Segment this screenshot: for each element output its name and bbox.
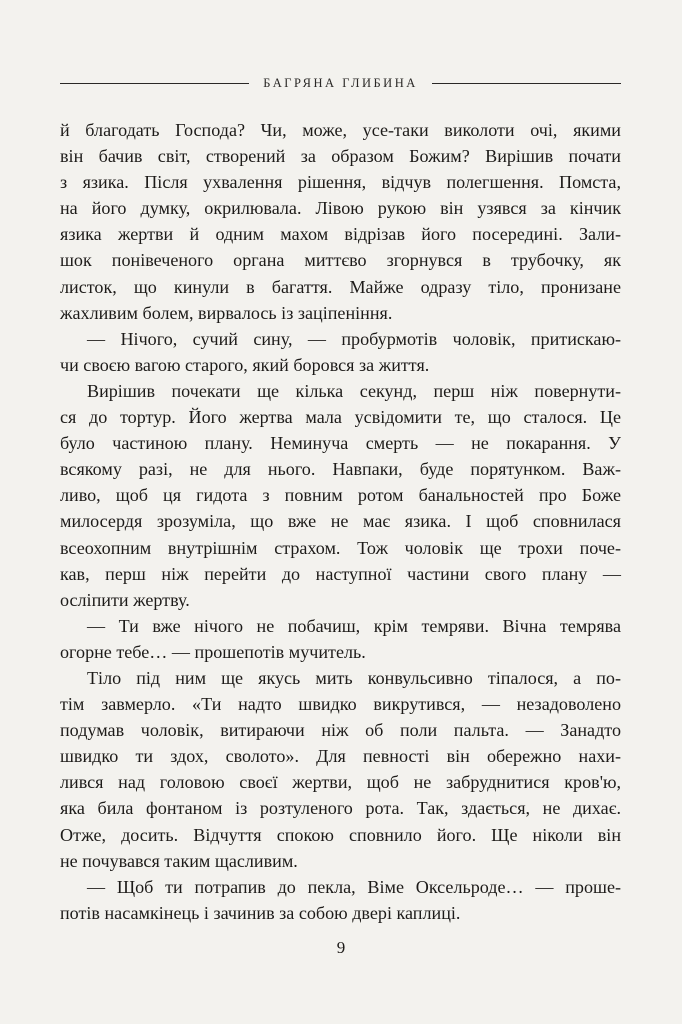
text-line: й благодать Господа? Чи, може, усе-таки виколоти очі, якими (60, 120, 621, 140)
text-line: шок понівеченого органа миттєво згорнувся в трубочку, як (60, 250, 621, 271)
running-title: БАГРЯНА ГЛИБИНА (263, 76, 418, 90)
text-line: Тіло під ним ще якусь мить конвульсивно тіпалося, а по- (87, 667, 621, 688)
text-line: — Ти вже нічого не побачиш, крім темряви. Вічна темрява (87, 615, 621, 636)
text-line: листок, що кинули в багаття. Майже одразу тіло, пронизане (60, 276, 621, 297)
running-header (60, 76, 621, 91)
text-line: кав, перш ніж перейти до наступної частини свого плану — (60, 563, 621, 584)
text-line: він бачив світ, створений за образом Божим? Вирішив почати (60, 146, 621, 167)
page-number: 9 (336, 938, 346, 957)
text-line: яка била фонтаном із розтуленого рота. Так, здається, не дихає. (60, 798, 621, 819)
text-line: тім завмерло. «Ти надто швидко викрутився, — незадоволено (60, 694, 621, 715)
text-line: потів насамкінець і зачинив за собою двері каплиці. (60, 902, 461, 923)
text-line: ся до тортур. Його жертва мала усвідомити те, що сталося. Це (60, 407, 621, 428)
header-rule-right (432, 83, 621, 84)
text-line: подумав чоловік, витираючи ніж об поли пальта. — Занадто (60, 720, 621, 741)
text-line: ливо, щоб ця гидота з повним ротом банальностей про Боже (60, 485, 621, 506)
text-line: — Нічого, сучий сину, — пробурмотів чоловік, притискаю- (87, 328, 621, 349)
text-line: огорне тебе… — прошепотів мучитель. (60, 641, 366, 662)
header-rule-left (60, 83, 249, 84)
text-line: на його думку, окрилювала. Лівою рукою він узявся за кінчик (60, 198, 621, 219)
text-line: — Щоб ти потрапив до пекла, Віме Оксельроде… — проше- (87, 876, 621, 897)
text-line: лився над головою своєї жертви, щоб не забруднитися кров'ю, (60, 772, 621, 793)
text-line: чи своєю вагою старого, який боровся за життя. (60, 354, 430, 375)
text-line: осліпити жертву. (60, 589, 190, 610)
text-line: швидко ти здох, сволото». Для певності він обережно нахи- (60, 746, 621, 767)
text-line: язика жертви й одним махом відрізав його посередині. Зали- (60, 224, 621, 245)
text-line: милосердя зрозуміла, що вже не має язика. І щоб сповнилася (60, 511, 621, 532)
text-line: не почувався таким щасливим. (60, 850, 298, 871)
text-line: було частиною плану. Неминуча смерть — не покарання. У (60, 433, 621, 454)
text-line: всеохопним внутрішнім страхом. Тож чоловік ще трохи поче- (60, 537, 621, 558)
text-line: Отже, досить. Відчуття спокою сповнило його. Ще ніколи він (60, 824, 621, 845)
text-line: з язика. Після ухвалення рішення, відчув полегшення. Помста, (60, 172, 621, 193)
body-text (60, 117, 621, 926)
text-line: Вирішив почекати ще кілька секунд, перш ніж повернути- (87, 380, 621, 401)
text-line: жахливим болем, вирвалось із заціпеніння. (60, 302, 393, 323)
text-line: всякому разі, не для нього. Навпаки, буде порятунком. Важ- (60, 459, 621, 480)
